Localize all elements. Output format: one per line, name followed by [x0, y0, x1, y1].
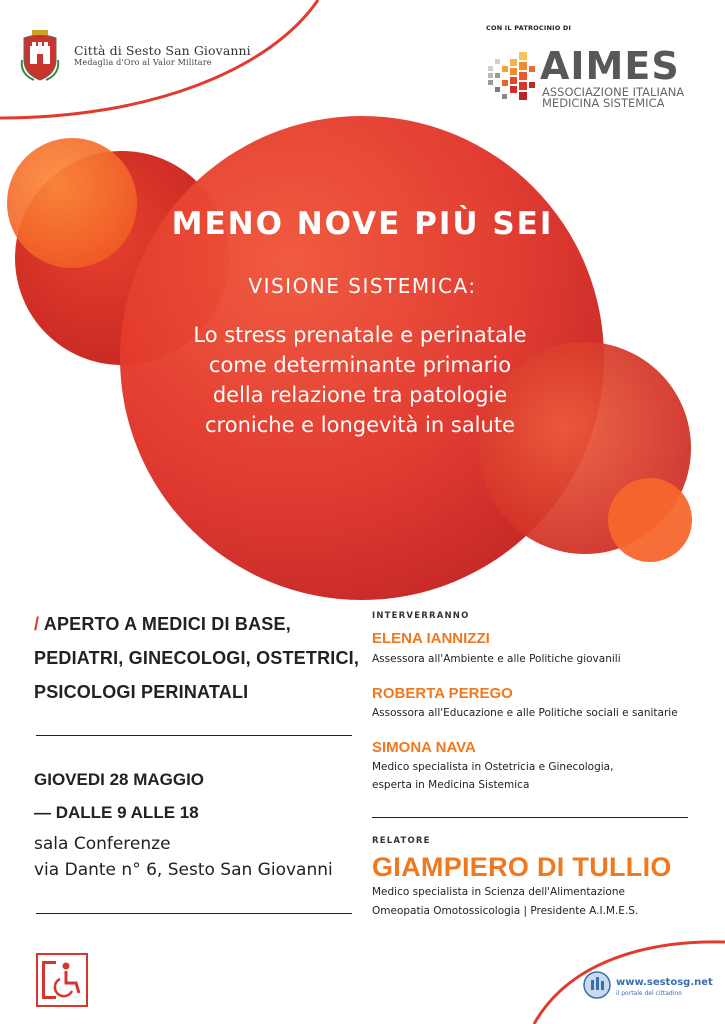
- speaker-role: Medico specialista in Ostetricia e Ginecologia,: [372, 761, 614, 773]
- sestosg-logo-icon: [582, 970, 612, 1000]
- audience-text: APERTO A MEDICI DI BASE,: [43, 614, 291, 634]
- event-time: — DALLE 9 ALLE 18: [34, 803, 199, 822]
- event-address: via Dante n° 6, Sesto San Giovanni: [34, 860, 333, 880]
- description-line: della relazione tra patologie: [212, 383, 508, 407]
- city-name: Città di Sesto San Giovanni: [74, 43, 251, 58]
- audience-line: PEDIATRI, GINECOLOGI, OSTETRICI,: [34, 648, 360, 668]
- speakers-label: INTERVERRANNO: [372, 611, 470, 621]
- org-name-line2: MEDICINA SISTEMICA: [542, 96, 665, 110]
- aimes-logo-icon: [484, 46, 536, 108]
- audience-block: [34, 607, 364, 709]
- relatore-name: GIAMPIERO DI TULLIO: [372, 852, 672, 882]
- event-subtitle: VISIONE SISTEMICA:: [248, 274, 477, 298]
- website-link[interactable]: www.sestosg.net: [616, 977, 713, 988]
- audience-line: PSICOLOGI PERINATALI: [34, 682, 249, 702]
- org-name-line1: ASSOCIAZIONE ITALIANA: [542, 85, 685, 99]
- event-title: MENO NOVE PIÙ SEI: [171, 206, 554, 242]
- accessibility-icon: [36, 953, 88, 1007]
- speaker-role: Assessora all'Ambiente e alle Politiche giovanili: [372, 653, 621, 665]
- speaker-role: esperta in Medicina Sistemica: [372, 779, 530, 791]
- divider: [36, 913, 352, 914]
- description-line: come determinante primario: [208, 353, 512, 377]
- speaker-role: Assossora all'Educazione e alle Politiche sociali e sanitarie: [372, 707, 678, 719]
- city-crest-icon: [20, 30, 60, 82]
- org-name: AIMES: [540, 44, 680, 88]
- website-subtitle: il portale del cittadino: [616, 990, 682, 997]
- speaker-name: ELENA IANNIZZI: [372, 630, 490, 647]
- event-description: [150, 320, 570, 440]
- divider: [36, 735, 352, 736]
- relatore-role: Omeopatia Omotossicologia | Presidente A.I.M.E.S.: [372, 905, 639, 917]
- description-line: croniche e longevità in salute: [205, 413, 515, 437]
- speaker-name: ROBERTA PEREGO: [372, 685, 513, 702]
- audience-slash: /: [34, 614, 40, 634]
- city-subtitle: Medaglia d'Oro al Valor Militare: [74, 58, 212, 67]
- speaker-name: SIMONA NAVA: [372, 739, 476, 756]
- divider: [372, 817, 688, 818]
- patronage-label: CON IL PATROCINIO DI: [486, 24, 572, 32]
- audience-line: [34, 607, 364, 641]
- relatore-role: Medico specialista in Scienza dell'Alimentazione: [372, 886, 625, 898]
- description-line: Lo stress prenatale e perinatale: [193, 323, 527, 347]
- relatore-label: RELATORE: [372, 836, 431, 846]
- event-venue: sala Conferenze: [34, 834, 171, 854]
- event-date: GIOVEDI 28 MAGGIO: [34, 770, 205, 789]
